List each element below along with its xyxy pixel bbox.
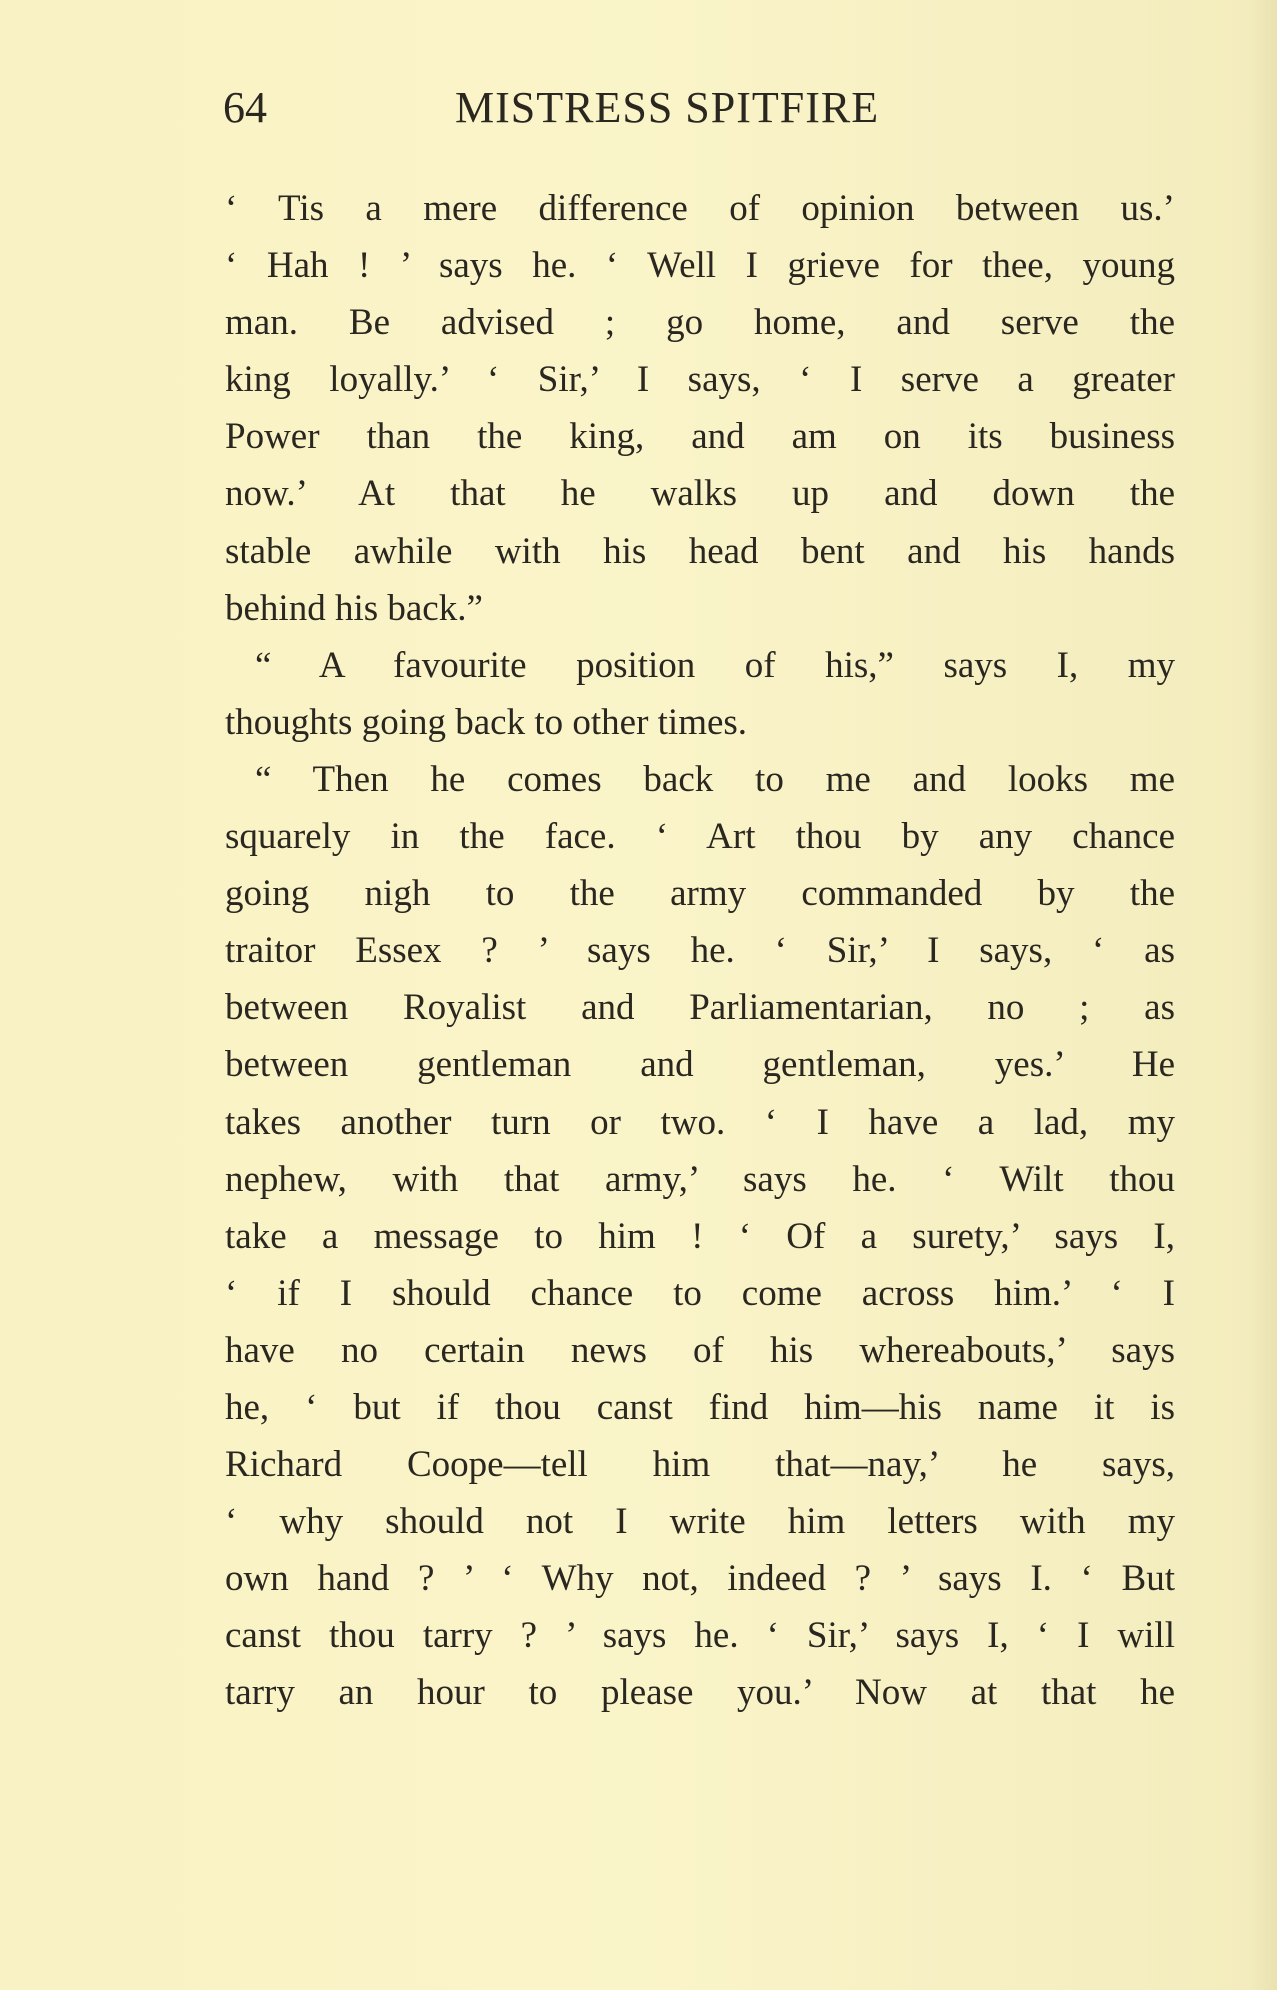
text-line: now.’ At that he walks up and down the	[225, 473, 1175, 515]
text-line: own hand ? ’ ‘ Why not, indeed ? ’ says I. ‘ But	[225, 1558, 1175, 1600]
text-line: going nigh to the army commanded by the	[225, 873, 1175, 915]
text-line: takes another turn or two. ‘ I have a lad, my	[225, 1101, 1175, 1143]
text-line: stable awhile with his head bent and his hands	[225, 530, 1175, 572]
text-line: Richard Coope—tell him that—nay,’ he says,	[225, 1444, 1175, 1486]
text-line: between Royalist and Parliamentarian, no ; as	[225, 987, 1175, 1029]
text-line: between gentleman and gentleman, yes.’ He	[225, 1044, 1175, 1086]
text-line: squarely in the face. ‘ Art thou by any chance	[225, 816, 1175, 858]
text-line: ‘ if I should chance to come across him.’ ‘ I	[225, 1272, 1175, 1314]
text-line: traitor Essex ? ’ says he. ‘ Sir,’ I says, ‘ as	[225, 930, 1175, 972]
text-line: “ A favourite position of his,” says I, my	[255, 644, 1175, 686]
text-line: “ Then he comes back to me and looks me	[255, 758, 1175, 800]
text-line: king loyally.’ ‘ Sir,’ I says, ‘ I serve a greater	[225, 359, 1175, 401]
body-text	[225, 180, 1175, 1722]
text-line: Power than the king, and am on its business	[225, 416, 1175, 458]
page-number: 64	[223, 83, 267, 132]
text-line: take a message to him ! ‘ Of a surety,’ says I,	[225, 1215, 1175, 1257]
text-line: he, ‘ but if thou canst find him—his name it is	[225, 1386, 1175, 1428]
text-line: man. Be advised ; go home, and serve the	[225, 302, 1175, 344]
text-line: have no certain news of his whereabouts,’ says	[225, 1329, 1175, 1371]
running-head: MISTRESS SPITFIRE	[455, 83, 880, 132]
text-line: nephew, with that army,’ says he. ‘ Wilt thou	[225, 1158, 1175, 1200]
text-line: thoughts going back to other times.	[225, 701, 748, 743]
text-line: tarry an hour to please you.’ Now at that he	[225, 1672, 1175, 1714]
page-edge-shadow	[1247, 0, 1277, 1990]
page-header	[223, 78, 1177, 138]
text-line: ‘ Hah ! ’ says he. ‘ Well I grieve for thee, young	[225, 245, 1175, 287]
text-line: behind his back.”	[225, 587, 483, 629]
text-line: ‘ Tis a mere difference of opinion between us.’	[225, 188, 1175, 229]
text-line: ‘ why should not I write him letters with my	[225, 1501, 1175, 1543]
text-line: canst thou tarry ? ’ says he. ‘ Sir,’ says I, ‘ I will	[225, 1615, 1175, 1657]
